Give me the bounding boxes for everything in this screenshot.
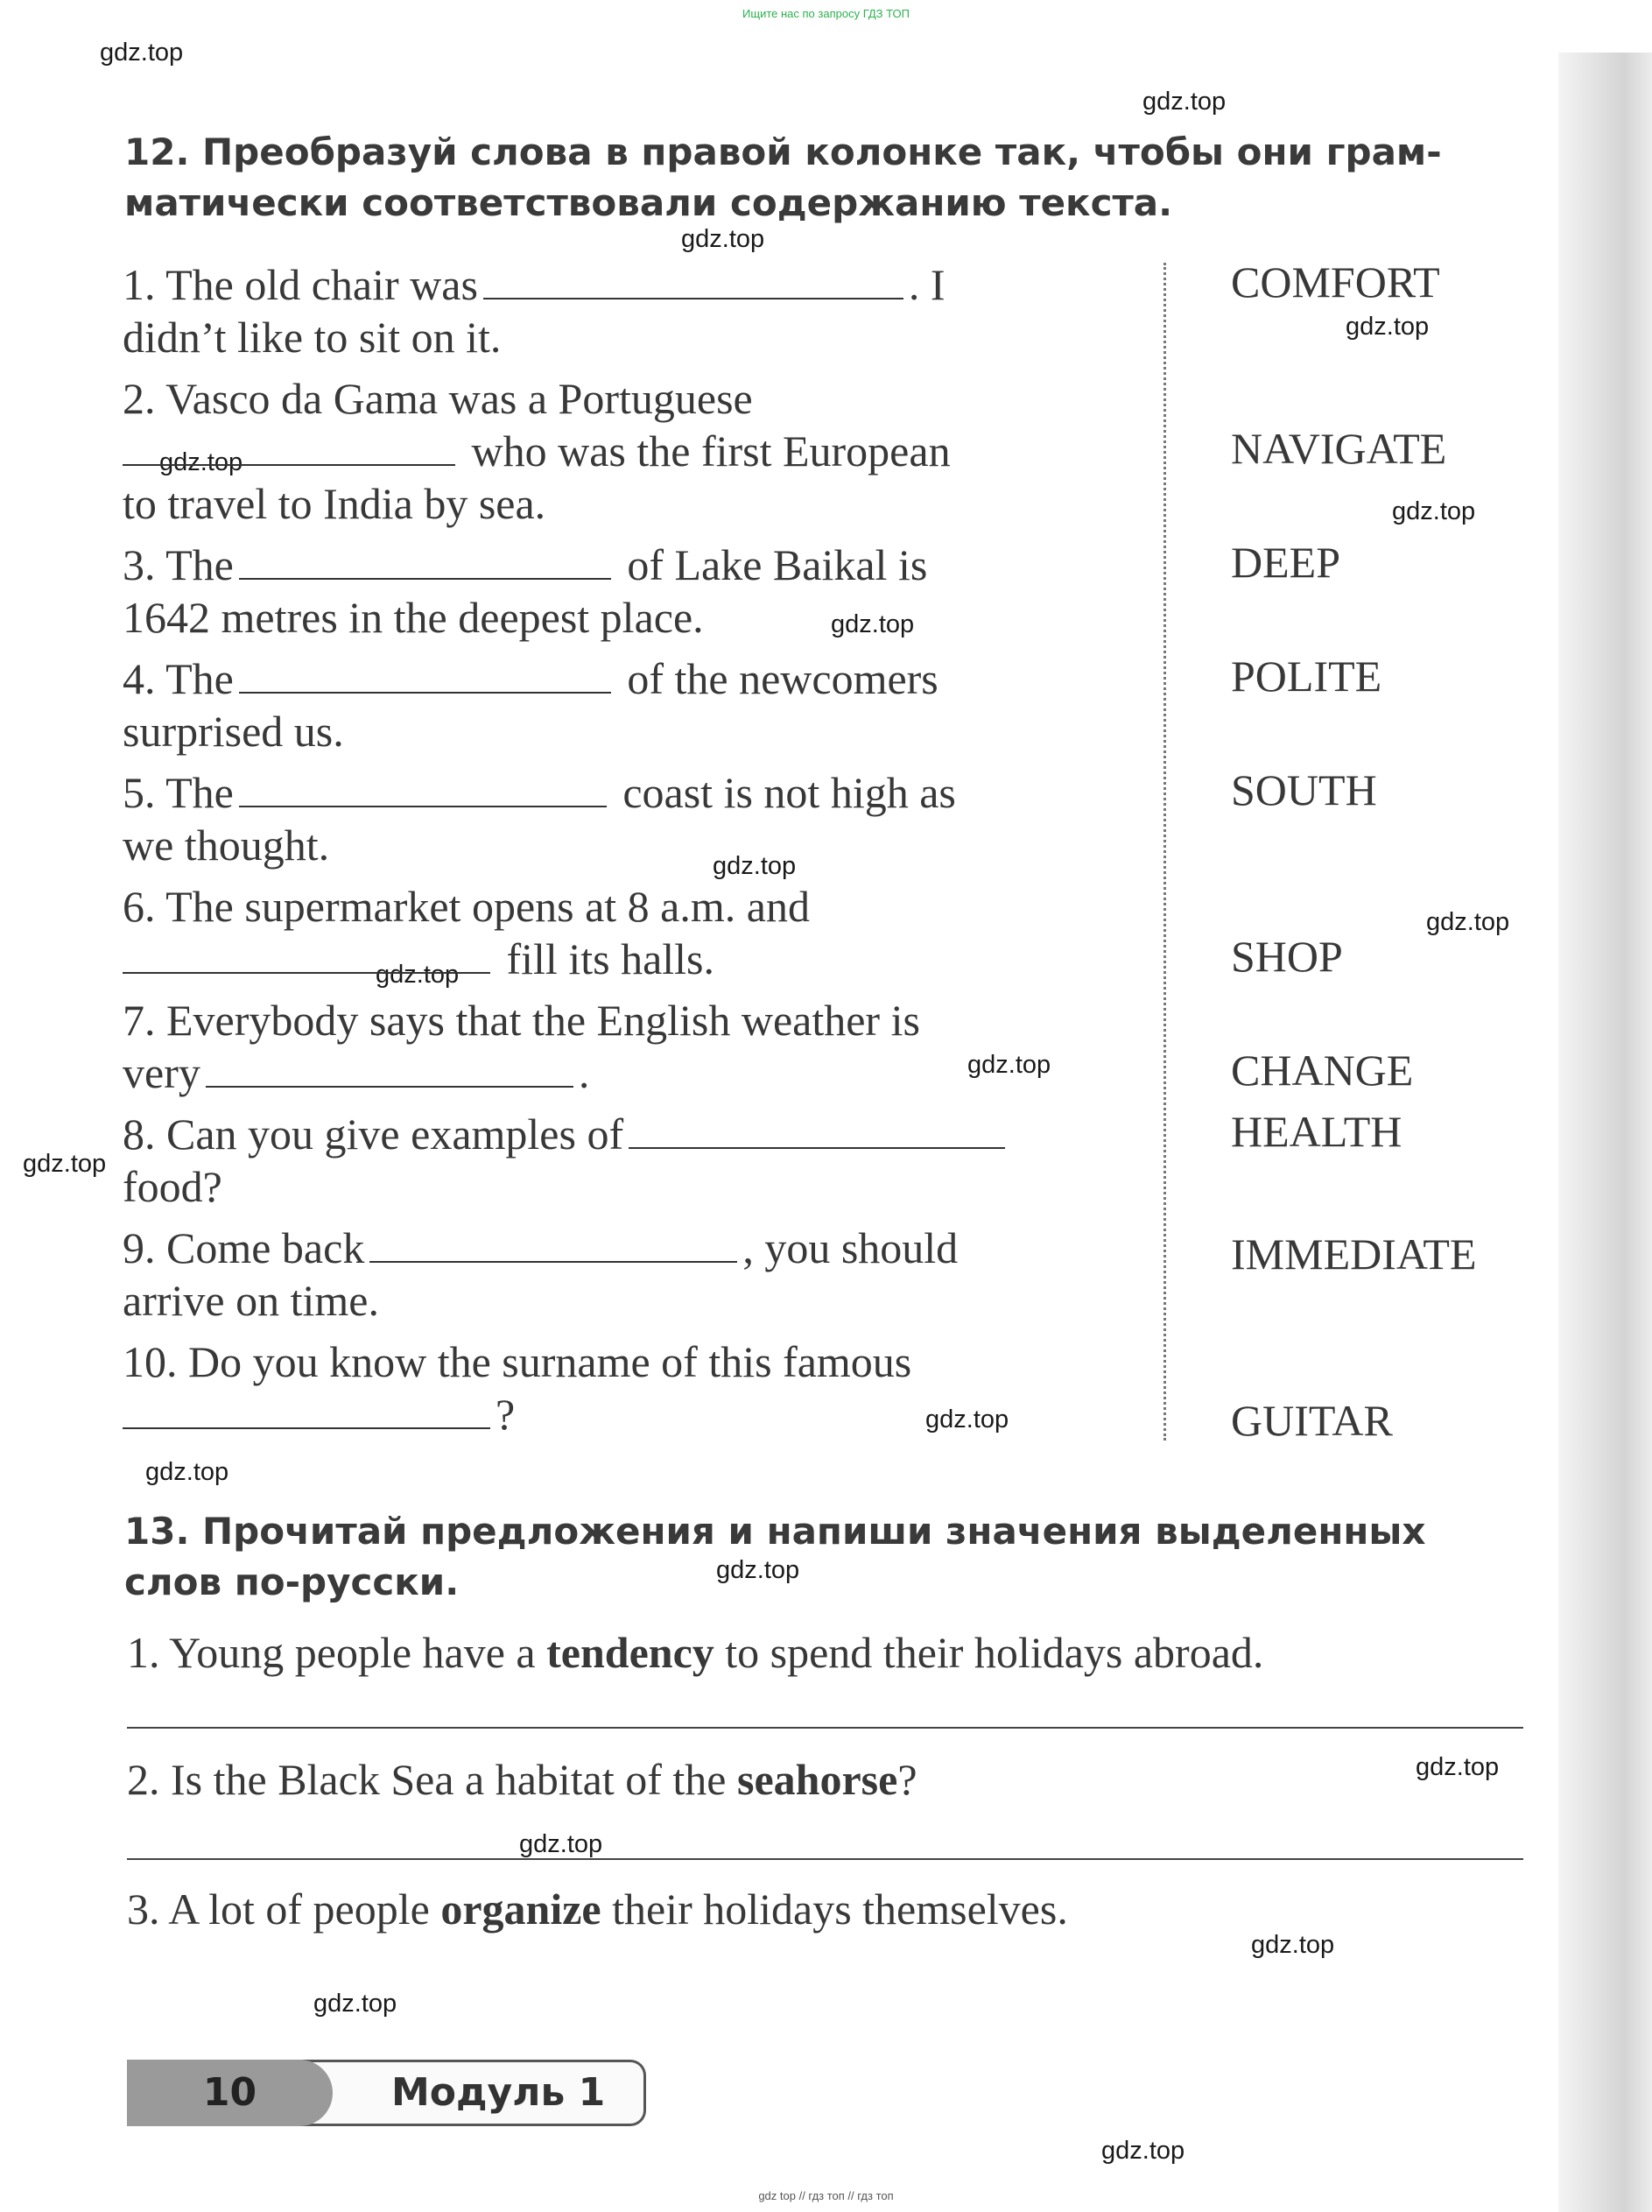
answer-blank[interactable]	[369, 1226, 737, 1263]
highlighted-word: organize	[440, 1884, 601, 1934]
transform-word: CHANGE	[1231, 1046, 1414, 1095]
exercise-line: fill its halls.	[123, 933, 714, 985]
transform-word: POLITE	[1231, 652, 1382, 701]
exercise-line: 6. The supermarket opens at 8 a.m. and	[123, 882, 810, 931]
transform-word: GUITAR	[1231, 1396, 1393, 1445]
watermark: gdz.top	[145, 1458, 229, 1486]
watermark: gdz.top	[1392, 497, 1476, 525]
task12-heading-line2: матически соответствовали содержанию текста.	[124, 181, 1173, 224]
watermark: gdz.top	[831, 610, 915, 638]
answer-line[interactable]	[127, 1727, 1523, 1729]
module-label: Модуль 1	[391, 2070, 606, 2115]
watermark: gdz.top	[1251, 1931, 1335, 1959]
exercise-line: very .	[123, 1048, 590, 1097]
exercise-line: 1642 metres in the deepest place.	[123, 593, 704, 642]
exercise-line: food?	[123, 1162, 222, 1211]
watermark: gdz.top	[713, 852, 797, 880]
exercise-line: surprised us.	[123, 707, 344, 756]
exercise-line: 5. The coast is not high as	[123, 768, 956, 817]
watermark: gdz.top	[313, 1990, 397, 2018]
watermark: gdz.top	[519, 1830, 603, 1858]
task13-sentence: 2. Is the Black Sea a habitat of the seahorse?	[127, 1755, 917, 1804]
watermark: gdz.top	[681, 225, 765, 253]
answer-blank[interactable]	[206, 1051, 573, 1088]
exercise-line: 3. The of Lake Baikal is	[123, 540, 928, 589]
watermark: gdz.top	[925, 1405, 1009, 1434]
transform-word: SHOP	[1231, 932, 1343, 981]
watermark: gdz.top	[1416, 1753, 1500, 1781]
task13-heading-line1: 13. Прочитай предложения и напиши значения выделенных	[124, 1510, 1426, 1553]
watermark: gdz.top	[1142, 88, 1227, 116]
exercise-line: ?	[123, 1388, 515, 1441]
exercise-line: didn’t like to sit on it.	[123, 313, 502, 362]
task12-heading-line1: 12. Преобразуй слова в правой колонке так, чтобы они грам-	[124, 130, 1442, 173]
transform-word: HEALTH	[1231, 1107, 1402, 1156]
exercise-line: to travel to India by sea.	[123, 479, 546, 528]
column-divider	[1163, 263, 1166, 1441]
watermark: gdz.top	[967, 1051, 1051, 1079]
answer-blank[interactable]	[123, 1392, 490, 1429]
exercise-line: 4. The of the newcomers	[123, 654, 938, 703]
answer-blank[interactable]	[239, 657, 611, 694]
exercise-line: arrive on time.	[123, 1276, 379, 1325]
exercise-line: we thought.	[123, 821, 330, 870]
bottom-note: gdz top // гдз топ // гдз топ	[758, 2189, 894, 2202]
task13-heading-line2: слов по-русски.	[124, 1560, 460, 1603]
exercise-line: 10. Do you know the surname of this famous	[123, 1337, 912, 1386]
answer-blank[interactable]	[123, 937, 490, 974]
watermark: gdz.top	[23, 1150, 107, 1178]
highlighted-word: seahorse	[737, 1755, 898, 1804]
watermark: gdz.top	[1426, 908, 1510, 936]
top-search-note: Ищите нас по запросу ГДЗ ТОП	[742, 7, 910, 20]
answer-line[interactable]	[127, 1858, 1523, 1860]
answer-blank[interactable]	[629, 1112, 1005, 1149]
exercise-line: who was the first European	[123, 425, 951, 477]
watermark: gdz.top	[159, 448, 243, 476]
task13-sentence: 3. A lot of people organize their holidays themselves.	[127, 1884, 1068, 1934]
watermark: gdz.top	[1346, 313, 1430, 341]
answer-blank[interactable]	[123, 429, 455, 466]
answer-blank[interactable]	[239, 543, 611, 580]
transform-word: COMFORT	[1231, 257, 1440, 306]
transform-word: IMMEDIATE	[1231, 1229, 1477, 1279]
answer-blank[interactable]	[483, 263, 903, 299]
transform-word: NAVIGATE	[1231, 424, 1447, 473]
answer-blank[interactable]	[239, 771, 607, 807]
transform-word: SOUTH	[1231, 765, 1377, 814]
exercise-line: 7. Everybody says that the English weather is	[123, 996, 920, 1045]
page-number: 10	[127, 2060, 333, 2126]
exercise-line: 9. Come back , you should	[123, 1223, 959, 1272]
transform-word: DEEP	[1231, 538, 1340, 587]
page-edge-shadow	[1558, 53, 1652, 2212]
exercise-line: 2. Vasco da Gama was a Portuguese	[123, 374, 753, 423]
watermark: gdz.top	[376, 961, 460, 989]
watermark: gdz.top	[1101, 2137, 1185, 2165]
watermark: gdz.top	[716, 1556, 800, 1584]
watermark: gdz.top	[100, 39, 184, 67]
exercise-line: 1. The old chair was . I	[123, 260, 946, 309]
exercise-line: 8. Can you give examples of	[123, 1108, 1010, 1160]
task13-sentence: 1. Young people have a tendency to spend their holidays abroad.	[127, 1628, 1264, 1677]
highlighted-word: tendency	[546, 1628, 714, 1677]
